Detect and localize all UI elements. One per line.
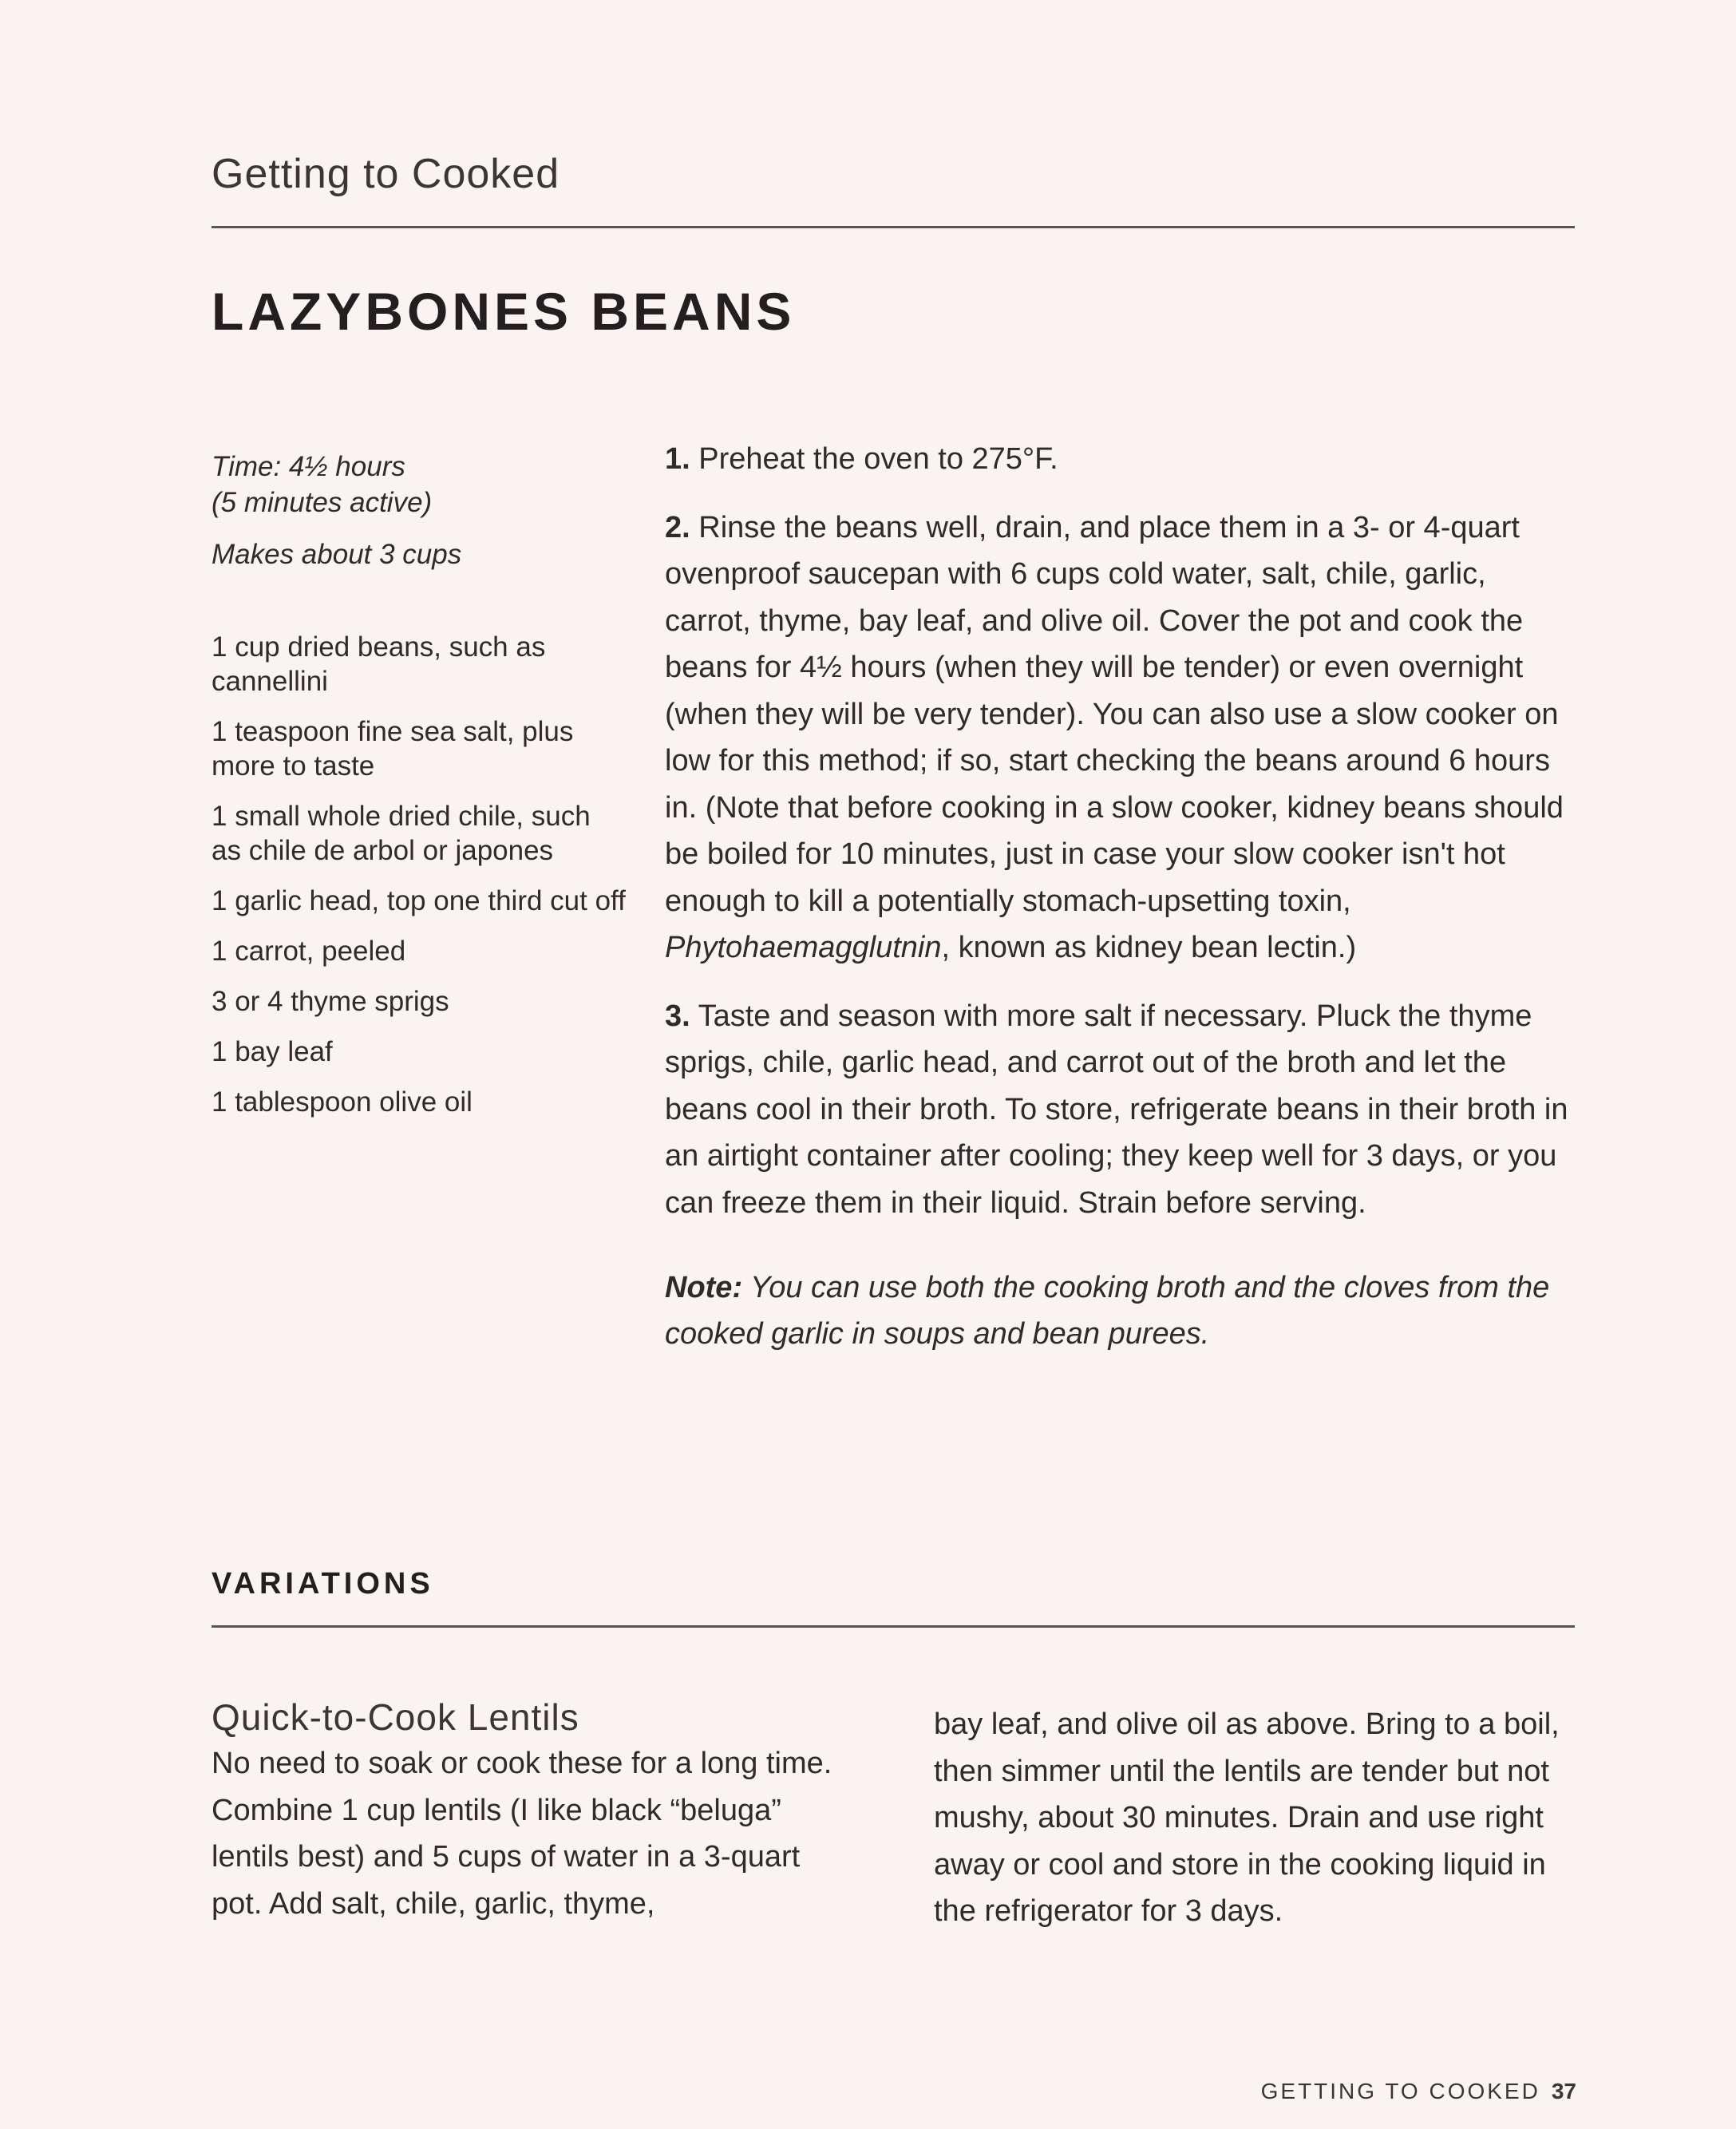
step-text: Preheat the oven to 275°F. bbox=[698, 442, 1058, 476]
variation-subtitle: Quick-to-Cook Lentils bbox=[212, 1696, 579, 1738]
variation-text-col2: bay leaf, and olive oil as above. Bring to a boil, then simmer until the lentils are tender but not mushy, about 30 minutes. Drain and use right away or cool and store in the cooking liquid in the refrigerator for 3 days. bbox=[934, 1708, 1560, 1928]
step-2 bbox=[665, 505, 1575, 972]
step-text: Rinse the beans well, drain, and place them in a 3- or 4-quart ovenproof saucepan with 6 cups cold water, salt, chile, garlic, carrot, thyme, bay leaf, and olive oil. Cover the pot and cook the beans for 4½ hours (when they will be tender) or even overnight (when they will be very tender). You can also use a slow cooker on low for this method; if so, start checking the beans around 6 hours in. (Note that before cooking in a slow cooker, kidney beans should be boiled for 10 minutes, just in case your slow cooker isn't hot enough to kill a potentially stomach-upsetting toxin, bbox=[665, 510, 1564, 918]
ingredient-item: 1 garlic head, top one third cut off bbox=[212, 885, 626, 916]
ingredient-list bbox=[212, 630, 627, 1119]
running-head: GETTING TO COOKED bbox=[1260, 2079, 1540, 2103]
header-rule bbox=[212, 226, 1575, 228]
time-line-1: Time: 4½ hours bbox=[212, 451, 405, 482]
note-text: You can use both the cooking broth and the cloves from the cooked garlic in soups and bean purees. bbox=[665, 1271, 1550, 1351]
step-text-italic: Phytohaemagglutnin bbox=[665, 931, 942, 964]
ingredient-item: 1 bay leaf bbox=[212, 1036, 333, 1067]
step-text-after: , known as kidney bean lectin.) bbox=[941, 931, 1357, 964]
step-3 bbox=[665, 993, 1575, 1227]
step-text: Taste and season with more salt if necessary. Pluck the thyme sprigs, chile, garlic head, and carrot out of the broth and let the beans cool in their broth. To store, refrigerate beans in their broth in an airtight container after cooling; they keep well for 3 days, or you can freeze them in their liquid. Strain before serving. bbox=[665, 999, 1568, 1220]
recipe-note bbox=[665, 1264, 1575, 1357]
variations-heading: VARIATIONS bbox=[212, 1567, 434, 1601]
variation-column-2 bbox=[934, 1701, 1572, 1935]
yield: Makes about 3 cups bbox=[212, 539, 462, 570]
step-number: 2. bbox=[665, 510, 690, 544]
page-footer bbox=[1261, 2079, 1576, 2104]
step-number: 1. bbox=[665, 442, 690, 476]
variations-rule bbox=[212, 1625, 1575, 1628]
note-label: Note: bbox=[665, 1271, 743, 1304]
ingredient-item: 1 teaspoon fine sea salt, plus more to taste bbox=[212, 716, 574, 782]
ingredient-item: 1 carrot, peeled bbox=[212, 936, 406, 967]
section-header: Getting to Cooked bbox=[212, 151, 560, 197]
variation-column-1 bbox=[212, 1694, 850, 1927]
variation-text-col1: No need to soak or cook these for a long time. Combine 1 cup lentils (I like black “beluga” lentils best) and 5 cups of water in a 3-quart pot. Add salt, chile, garlic, thyme, bbox=[212, 1747, 832, 1921]
step-1 bbox=[665, 436, 1575, 483]
ingredient-item: 1 small whole dried chile, such as chile de arbol or japones bbox=[212, 801, 591, 866]
recipe-sidebar bbox=[212, 449, 627, 1135]
method-steps bbox=[665, 436, 1575, 1387]
step-number: 3. bbox=[665, 999, 690, 1033]
ingredient-item: 3 or 4 thyme sprigs bbox=[212, 986, 449, 1017]
recipe-title: LAZYBONES BEANS bbox=[212, 282, 796, 341]
time-line-2: (5 minutes active) bbox=[212, 487, 433, 518]
page-number: 37 bbox=[1551, 2079, 1576, 2103]
ingredient-item: 1 tablespoon olive oil bbox=[212, 1086, 473, 1118]
ingredient-item: 1 cup dried beans, such as cannellini bbox=[212, 631, 546, 697]
